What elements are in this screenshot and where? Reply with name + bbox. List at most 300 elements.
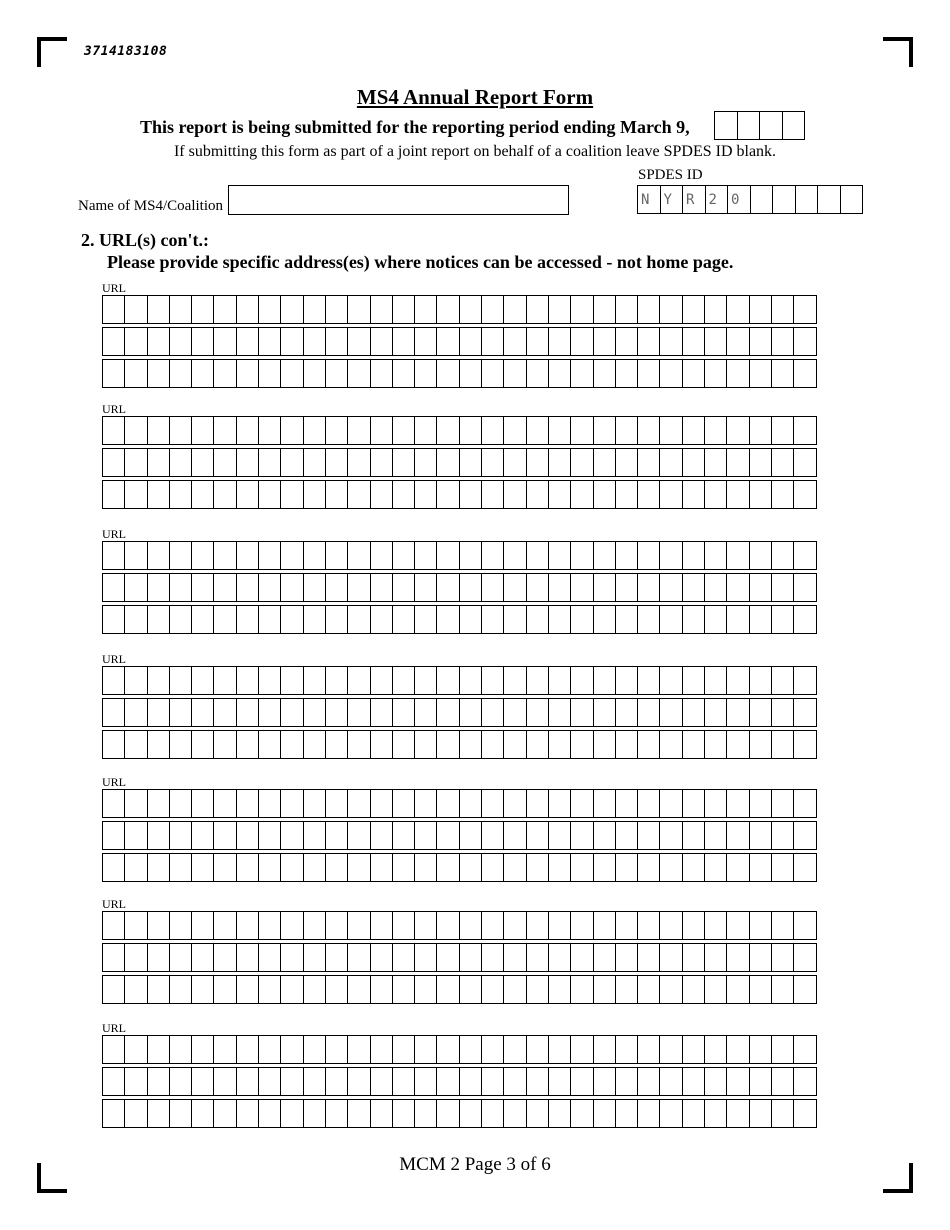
url-char-box[interactable]	[169, 480, 192, 509]
url-char-box[interactable]	[414, 480, 437, 509]
url-char-box[interactable]	[258, 911, 281, 940]
url-char-box[interactable]	[749, 448, 772, 477]
url-char-box[interactable]	[280, 448, 303, 477]
url-char-box[interactable]	[548, 573, 571, 602]
url-char-box[interactable]	[570, 698, 593, 727]
url-char-box[interactable]	[392, 821, 415, 850]
url-char-box[interactable]	[213, 359, 236, 388]
url-char-box[interactable]	[503, 359, 526, 388]
url-char-box[interactable]	[280, 698, 303, 727]
url-char-box[interactable]	[793, 1035, 816, 1064]
url-char-box[interactable]	[749, 853, 772, 882]
url-char-box[interactable]	[169, 943, 192, 972]
url-char-box[interactable]	[102, 789, 125, 818]
url-char-box[interactable]	[659, 911, 682, 940]
url-char-box[interactable]	[726, 573, 749, 602]
url-char-box[interactable]	[548, 416, 571, 445]
url-char-box[interactable]	[593, 943, 616, 972]
url-char-box[interactable]	[593, 573, 616, 602]
url-char-box[interactable]	[124, 327, 147, 356]
url-char-box[interactable]	[481, 975, 504, 1004]
url-char-box[interactable]	[213, 943, 236, 972]
url-char-box[interactable]	[347, 1067, 370, 1096]
url-char-box[interactable]	[436, 416, 459, 445]
url-char-box[interactable]	[503, 666, 526, 695]
url-char-box[interactable]	[147, 975, 170, 1004]
url-char-box[interactable]	[593, 1067, 616, 1096]
url-char-box[interactable]	[169, 416, 192, 445]
url-char-box[interactable]	[726, 975, 749, 1004]
url-char-box[interactable]	[749, 605, 772, 634]
url-char-box[interactable]	[147, 480, 170, 509]
url-char-box[interactable]	[704, 975, 727, 1004]
url-char-box[interactable]	[548, 541, 571, 570]
url-char-box[interactable]	[347, 480, 370, 509]
url-char-box[interactable]	[570, 789, 593, 818]
url-char-box[interactable]	[124, 359, 147, 388]
url-char-box[interactable]	[169, 605, 192, 634]
url-char-box[interactable]	[659, 541, 682, 570]
url-char-box[interactable]	[169, 359, 192, 388]
url-char-box[interactable]	[236, 943, 259, 972]
url-char-box[interactable]	[102, 327, 125, 356]
url-char-box[interactable]	[414, 911, 437, 940]
url-char-box[interactable]	[682, 1067, 705, 1096]
url-char-box[interactable]	[749, 480, 772, 509]
spdes-char-box[interactable]: R	[682, 185, 706, 214]
url-char-box[interactable]	[436, 448, 459, 477]
url-char-box[interactable]	[637, 1067, 660, 1096]
url-char-box[interactable]	[459, 821, 482, 850]
url-char-box[interactable]	[637, 730, 660, 759]
url-char-box[interactable]	[124, 943, 147, 972]
url-char-box[interactable]	[771, 605, 794, 634]
url-char-box[interactable]	[191, 666, 214, 695]
url-char-box[interactable]	[191, 359, 214, 388]
url-char-box[interactable]	[637, 1035, 660, 1064]
url-char-box[interactable]	[570, 359, 593, 388]
url-char-box[interactable]	[771, 416, 794, 445]
url-char-box[interactable]	[102, 1067, 125, 1096]
url-char-box[interactable]	[102, 605, 125, 634]
url-char-box[interactable]	[771, 730, 794, 759]
url-char-box[interactable]	[347, 416, 370, 445]
url-char-box[interactable]	[236, 295, 259, 324]
url-char-box[interactable]	[659, 1099, 682, 1128]
url-char-box[interactable]	[481, 573, 504, 602]
url-char-box[interactable]	[771, 541, 794, 570]
url-char-box[interactable]	[637, 327, 660, 356]
url-char-box[interactable]	[392, 480, 415, 509]
url-char-box[interactable]	[637, 698, 660, 727]
url-char-box[interactable]	[213, 327, 236, 356]
url-char-box[interactable]	[615, 480, 638, 509]
url-char-box[interactable]	[749, 295, 772, 324]
url-char-box[interactable]	[414, 666, 437, 695]
url-char-box[interactable]	[570, 975, 593, 1004]
url-char-box[interactable]	[147, 821, 170, 850]
url-char-box[interactable]	[236, 448, 259, 477]
url-char-box[interactable]	[593, 1035, 616, 1064]
url-char-box[interactable]	[191, 295, 214, 324]
url-char-box[interactable]	[213, 541, 236, 570]
spdes-char-box[interactable]	[750, 185, 774, 214]
url-char-box[interactable]	[169, 911, 192, 940]
url-char-box[interactable]	[503, 295, 526, 324]
url-char-box[interactable]	[370, 943, 393, 972]
url-char-box[interactable]	[793, 789, 816, 818]
url-char-box[interactable]	[704, 295, 727, 324]
url-char-box[interactable]	[280, 295, 303, 324]
url-char-box[interactable]	[147, 911, 170, 940]
url-char-box[interactable]	[236, 327, 259, 356]
url-char-box[interactable]	[526, 448, 549, 477]
url-char-box[interactable]	[303, 698, 326, 727]
url-char-box[interactable]	[503, 1099, 526, 1128]
url-char-box[interactable]	[258, 605, 281, 634]
url-char-box[interactable]	[213, 1035, 236, 1064]
url-char-box[interactable]	[704, 327, 727, 356]
url-char-box[interactable]	[726, 1067, 749, 1096]
url-char-box[interactable]	[169, 448, 192, 477]
url-char-box[interactable]	[793, 480, 816, 509]
url-char-box[interactable]	[503, 789, 526, 818]
spdes-char-box[interactable]	[817, 185, 841, 214]
year-digit-box[interactable]	[782, 111, 806, 140]
url-char-box[interactable]	[659, 666, 682, 695]
url-char-box[interactable]	[793, 1099, 816, 1128]
url-char-box[interactable]	[191, 853, 214, 882]
url-char-box[interactable]	[124, 1099, 147, 1128]
url-char-box[interactable]	[370, 821, 393, 850]
url-char-box[interactable]	[637, 666, 660, 695]
url-char-box[interactable]	[771, 448, 794, 477]
url-char-box[interactable]	[325, 730, 348, 759]
url-char-box[interactable]	[370, 541, 393, 570]
url-char-box[interactable]	[236, 573, 259, 602]
url-char-box[interactable]	[548, 327, 571, 356]
url-char-box[interactable]	[615, 975, 638, 1004]
url-char-box[interactable]	[659, 295, 682, 324]
url-char-box[interactable]	[236, 666, 259, 695]
url-char-box[interactable]	[749, 698, 772, 727]
url-char-box[interactable]	[303, 448, 326, 477]
url-char-box[interactable]	[169, 853, 192, 882]
url-char-box[interactable]	[191, 1099, 214, 1128]
url-char-box[interactable]	[124, 853, 147, 882]
spdes-char-box[interactable]: 0	[727, 185, 751, 214]
url-char-box[interactable]	[191, 911, 214, 940]
url-char-box[interactable]	[570, 943, 593, 972]
url-char-box[interactable]	[370, 975, 393, 1004]
url-char-box[interactable]	[771, 359, 794, 388]
url-char-box[interactable]	[459, 698, 482, 727]
url-char-box[interactable]	[704, 821, 727, 850]
url-char-box[interactable]	[704, 911, 727, 940]
url-char-box[interactable]	[615, 448, 638, 477]
url-char-box[interactable]	[102, 1099, 125, 1128]
url-char-box[interactable]	[526, 821, 549, 850]
url-char-box[interactable]	[169, 541, 192, 570]
url-char-box[interactable]	[280, 480, 303, 509]
url-char-box[interactable]	[414, 573, 437, 602]
url-char-box[interactable]	[637, 295, 660, 324]
url-char-box[interactable]	[637, 943, 660, 972]
url-char-box[interactable]	[459, 605, 482, 634]
url-char-box[interactable]	[258, 730, 281, 759]
url-char-box[interactable]	[124, 789, 147, 818]
url-char-box[interactable]	[414, 327, 437, 356]
url-char-box[interactable]	[793, 541, 816, 570]
url-char-box[interactable]	[637, 541, 660, 570]
url-char-box[interactable]	[704, 853, 727, 882]
url-char-box[interactable]	[370, 698, 393, 727]
url-char-box[interactable]	[481, 821, 504, 850]
url-char-box[interactable]	[570, 1067, 593, 1096]
url-char-box[interactable]	[793, 853, 816, 882]
url-char-box[interactable]	[682, 573, 705, 602]
year-digit-box[interactable]	[737, 111, 761, 140]
url-char-box[interactable]	[526, 666, 549, 695]
url-char-box[interactable]	[124, 975, 147, 1004]
url-char-box[interactable]	[526, 327, 549, 356]
url-char-box[interactable]	[659, 730, 682, 759]
url-char-box[interactable]	[459, 480, 482, 509]
url-char-box[interactable]	[392, 295, 415, 324]
url-char-box[interactable]	[526, 698, 549, 727]
url-char-box[interactable]	[102, 975, 125, 1004]
url-char-box[interactable]	[436, 911, 459, 940]
url-char-box[interactable]	[102, 416, 125, 445]
spdes-char-box[interactable]: Y	[660, 185, 684, 214]
url-char-box[interactable]	[659, 821, 682, 850]
url-char-box[interactable]	[682, 666, 705, 695]
ms4-name-field[interactable]	[228, 185, 569, 215]
url-char-box[interactable]	[726, 698, 749, 727]
url-char-box[interactable]	[682, 698, 705, 727]
year-digit-box[interactable]	[714, 111, 738, 140]
url-char-box[interactable]	[704, 943, 727, 972]
url-char-box[interactable]	[303, 821, 326, 850]
url-char-box[interactable]	[414, 1067, 437, 1096]
url-char-box[interactable]	[570, 1035, 593, 1064]
url-char-box[interactable]	[548, 605, 571, 634]
url-char-box[interactable]	[459, 730, 482, 759]
url-char-box[interactable]	[593, 1099, 616, 1128]
url-char-box[interactable]	[526, 359, 549, 388]
url-char-box[interactable]	[436, 1099, 459, 1128]
url-char-box[interactable]	[749, 327, 772, 356]
url-char-box[interactable]	[325, 295, 348, 324]
url-char-box[interactable]	[347, 295, 370, 324]
url-char-box[interactable]	[236, 480, 259, 509]
url-char-box[interactable]	[325, 821, 348, 850]
url-char-box[interactable]	[793, 666, 816, 695]
url-char-box[interactable]	[659, 943, 682, 972]
url-char-box[interactable]	[213, 573, 236, 602]
url-char-box[interactable]	[280, 911, 303, 940]
url-char-box[interactable]	[280, 541, 303, 570]
url-char-box[interactable]	[347, 605, 370, 634]
url-char-box[interactable]	[258, 853, 281, 882]
url-char-box[interactable]	[236, 975, 259, 1004]
url-char-box[interactable]	[303, 1035, 326, 1064]
url-char-box[interactable]	[280, 1035, 303, 1064]
url-char-box[interactable]	[280, 359, 303, 388]
url-char-box[interactable]	[637, 1099, 660, 1128]
url-char-box[interactable]	[213, 911, 236, 940]
url-char-box[interactable]	[593, 295, 616, 324]
url-char-box[interactable]	[704, 480, 727, 509]
url-char-box[interactable]	[325, 853, 348, 882]
url-char-box[interactable]	[726, 666, 749, 695]
url-char-box[interactable]	[481, 666, 504, 695]
url-char-box[interactable]	[147, 541, 170, 570]
url-char-box[interactable]	[793, 975, 816, 1004]
url-char-box[interactable]	[213, 821, 236, 850]
url-char-box[interactable]	[303, 666, 326, 695]
url-char-box[interactable]	[102, 541, 125, 570]
url-char-box[interactable]	[570, 541, 593, 570]
url-char-box[interactable]	[503, 327, 526, 356]
url-char-box[interactable]	[347, 448, 370, 477]
url-char-box[interactable]	[280, 975, 303, 1004]
url-char-box[interactable]	[213, 666, 236, 695]
url-char-box[interactable]	[593, 975, 616, 1004]
url-char-box[interactable]	[258, 943, 281, 972]
url-char-box[interactable]	[392, 911, 415, 940]
url-char-box[interactable]	[726, 1099, 749, 1128]
url-char-box[interactable]	[481, 853, 504, 882]
url-char-box[interactable]	[436, 789, 459, 818]
url-char-box[interactable]	[481, 327, 504, 356]
url-char-box[interactable]	[704, 698, 727, 727]
url-char-box[interactable]	[459, 666, 482, 695]
url-char-box[interactable]	[682, 448, 705, 477]
url-char-box[interactable]	[414, 730, 437, 759]
url-char-box[interactable]	[258, 821, 281, 850]
url-char-box[interactable]	[459, 975, 482, 1004]
url-char-box[interactable]	[124, 416, 147, 445]
url-char-box[interactable]	[526, 789, 549, 818]
url-char-box[interactable]	[124, 730, 147, 759]
url-char-box[interactable]	[325, 416, 348, 445]
url-char-box[interactable]	[436, 605, 459, 634]
url-char-box[interactable]	[593, 789, 616, 818]
url-char-box[interactable]	[503, 698, 526, 727]
url-char-box[interactable]	[682, 327, 705, 356]
url-char-box[interactable]	[213, 1067, 236, 1096]
url-char-box[interactable]	[236, 1099, 259, 1128]
url-char-box[interactable]	[124, 821, 147, 850]
url-char-box[interactable]	[370, 1099, 393, 1128]
url-char-box[interactable]	[280, 943, 303, 972]
url-char-box[interactable]	[749, 1035, 772, 1064]
url-char-box[interactable]	[169, 975, 192, 1004]
url-char-box[interactable]	[436, 853, 459, 882]
url-char-box[interactable]	[749, 975, 772, 1004]
url-char-box[interactable]	[481, 295, 504, 324]
spdes-char-box[interactable]	[840, 185, 864, 214]
url-char-box[interactable]	[682, 1099, 705, 1128]
url-char-box[interactable]	[169, 327, 192, 356]
url-char-box[interactable]	[548, 853, 571, 882]
url-char-box[interactable]	[659, 605, 682, 634]
url-char-box[interactable]	[236, 416, 259, 445]
url-char-box[interactable]	[258, 698, 281, 727]
url-char-box[interactable]	[258, 666, 281, 695]
url-char-box[interactable]	[347, 911, 370, 940]
url-char-box[interactable]	[615, 730, 638, 759]
url-char-box[interactable]	[325, 666, 348, 695]
url-char-box[interactable]	[615, 821, 638, 850]
url-char-box[interactable]	[570, 448, 593, 477]
url-char-box[interactable]	[659, 698, 682, 727]
url-char-box[interactable]	[414, 448, 437, 477]
url-char-box[interactable]	[771, 1035, 794, 1064]
url-char-box[interactable]	[102, 821, 125, 850]
url-char-box[interactable]	[682, 416, 705, 445]
url-char-box[interactable]	[503, 541, 526, 570]
url-char-box[interactable]	[325, 359, 348, 388]
url-char-box[interactable]	[147, 605, 170, 634]
url-char-box[interactable]	[303, 1099, 326, 1128]
url-char-box[interactable]	[436, 295, 459, 324]
url-char-box[interactable]	[191, 541, 214, 570]
url-char-box[interactable]	[726, 943, 749, 972]
url-char-box[interactable]	[258, 573, 281, 602]
url-char-box[interactable]	[459, 327, 482, 356]
url-char-box[interactable]	[303, 295, 326, 324]
url-char-box[interactable]	[570, 327, 593, 356]
url-char-box[interactable]	[593, 821, 616, 850]
url-char-box[interactable]	[347, 730, 370, 759]
url-char-box[interactable]	[593, 853, 616, 882]
url-char-box[interactable]	[280, 853, 303, 882]
url-char-box[interactable]	[370, 789, 393, 818]
url-char-box[interactable]	[682, 605, 705, 634]
url-char-box[interactable]	[615, 1067, 638, 1096]
url-char-box[interactable]	[503, 730, 526, 759]
spdes-id-boxes[interactable]	[637, 185, 862, 214]
url-char-box[interactable]	[682, 359, 705, 388]
url-char-box[interactable]	[481, 730, 504, 759]
url-char-box[interactable]	[570, 911, 593, 940]
url-char-box[interactable]	[370, 295, 393, 324]
url-char-box[interactable]	[325, 605, 348, 634]
url-char-box[interactable]	[258, 359, 281, 388]
url-char-box[interactable]	[593, 448, 616, 477]
url-char-box[interactable]	[236, 541, 259, 570]
url-char-box[interactable]	[548, 1035, 571, 1064]
url-char-box[interactable]	[102, 853, 125, 882]
url-char-box[interactable]	[749, 666, 772, 695]
url-char-box[interactable]	[102, 1035, 125, 1064]
url-char-box[interactable]	[793, 730, 816, 759]
url-char-box[interactable]	[615, 359, 638, 388]
url-char-box[interactable]	[147, 1099, 170, 1128]
url-char-box[interactable]	[191, 448, 214, 477]
url-char-box[interactable]	[236, 1035, 259, 1064]
url-char-box[interactable]	[615, 1035, 638, 1064]
url-char-box[interactable]	[771, 1099, 794, 1128]
url-char-box[interactable]	[414, 853, 437, 882]
url-char-box[interactable]	[370, 448, 393, 477]
url-char-box[interactable]	[726, 295, 749, 324]
url-char-box[interactable]	[303, 975, 326, 1004]
url-char-box[interactable]	[771, 295, 794, 324]
url-char-box[interactable]	[347, 821, 370, 850]
